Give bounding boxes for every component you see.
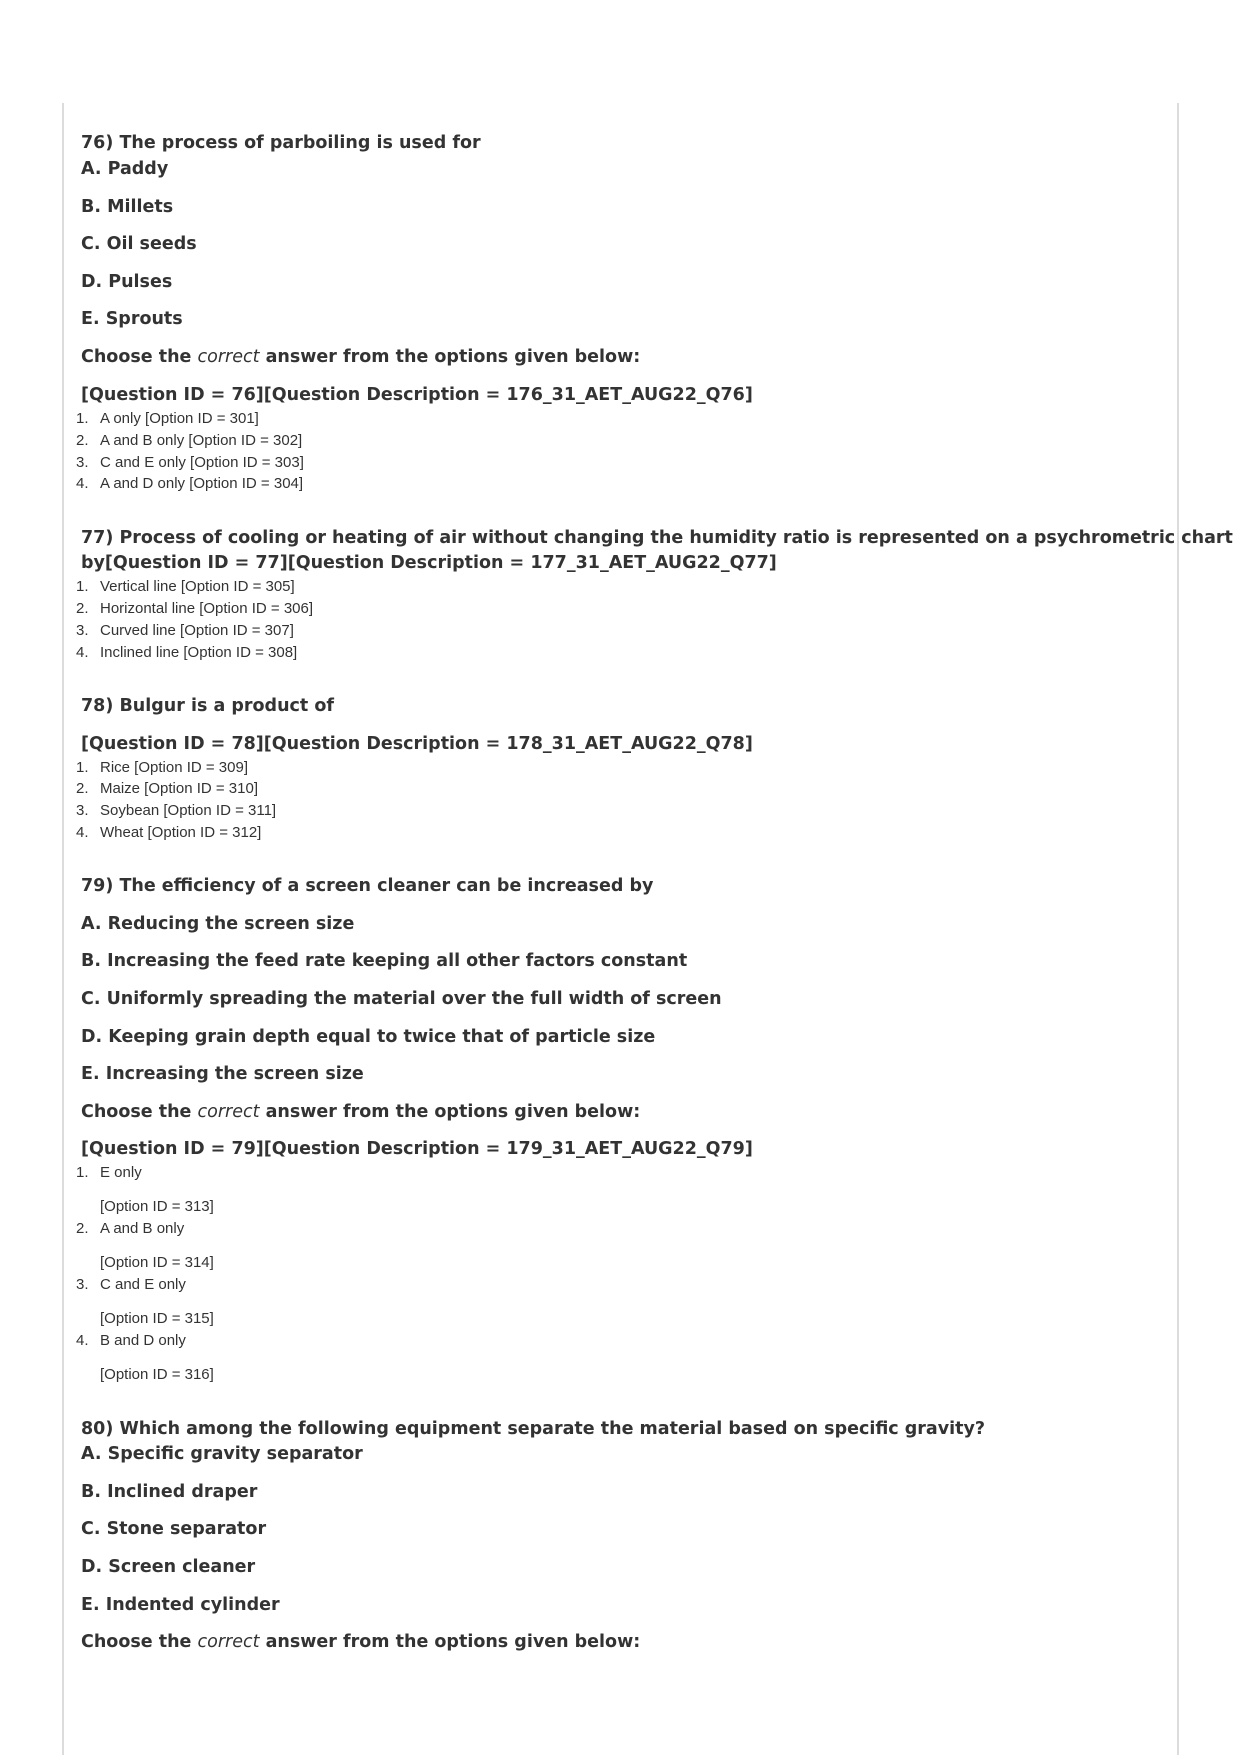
- instruction-suffix: answer from the options given below:: [259, 1102, 641, 1122]
- question-76-statement-c: C. Oil seeds: [81, 234, 197, 254]
- question-79-statement-b: B. Increasing the feed rate keeping all other factors constant: [81, 951, 688, 971]
- instruction-suffix: answer from the options given below:: [259, 1632, 641, 1652]
- question-79-statement-a: A. Reducing the screen size: [81, 914, 355, 934]
- question-80-statement-a: A. Specific gravity separator: [81, 1444, 363, 1464]
- question-79-option-4: 4. B and D only: [76, 1332, 186, 1349]
- question-79-option-3: 3. C and E only: [76, 1276, 186, 1293]
- question-78-id: [Question ID = 78][Question Description = 178_31_AET_AUG22_Q78]: [81, 734, 753, 754]
- question-78-option-2: 2. Maize [Option ID = 310]: [76, 780, 258, 797]
- question-79-instruction: [81, 1100, 640, 1125]
- question-76-instruction: [81, 345, 640, 370]
- question-78-title: 78) Bulgur is a product of: [81, 696, 334, 716]
- question-78-option-4: 4. Wheat [Option ID = 312]: [76, 824, 262, 841]
- question-80-instruction: [81, 1630, 640, 1655]
- question-79-option-3-id: [Option ID = 315]: [100, 1310, 214, 1327]
- question-76-statement-b: B. Millets: [81, 197, 174, 217]
- instruction-prefix: Choose the: [81, 1632, 198, 1652]
- question-80-statement-d: D. Screen cleaner: [81, 1557, 256, 1577]
- question-79-option-1: 1. E only: [76, 1164, 142, 1181]
- question-78-option-3: 3. Soybean [Option ID = 311]: [76, 802, 277, 819]
- instruction-prefix: Choose the: [81, 1102, 198, 1122]
- question-79-option-1-id: [Option ID = 313]: [100, 1198, 214, 1215]
- question-79-statement-e: E. Increasing the screen size: [81, 1064, 364, 1084]
- question-76-option-1: 1. A only [Option ID = 301]: [76, 410, 259, 427]
- question-76-option-2: 2. A and B only [Option ID = 302]: [76, 432, 303, 449]
- question-77-option-4: 4. Inclined line [Option ID = 308]: [76, 644, 298, 661]
- question-76-option-3: 3. C and E only [Option ID = 303]: [76, 454, 304, 471]
- question-80-statement-b: B. Inclined draper: [81, 1482, 258, 1502]
- question-77-option-3: 3. Curved line [Option ID = 307]: [76, 622, 294, 639]
- instruction-emphasis: correct: [197, 347, 260, 367]
- question-76-title: 76) The process of parboiling is used for: [81, 133, 481, 153]
- question-79-statement-c: C. Uniformly spreading the material over the full width of screen: [81, 989, 722, 1009]
- question-79-id: [Question ID = 79][Question Description = 179_31_AET_AUG22_Q79]: [81, 1139, 753, 1159]
- question-77-option-2: 2. Horizontal line [Option ID = 306]: [76, 600, 314, 617]
- question-77-title: 77) Process of cooling or heating of air without changing the humidity ratio is represented on a psychrometric chart: [81, 528, 1233, 548]
- instruction-suffix: answer from the options given below:: [259, 347, 641, 367]
- question-76-statement-a: A. Paddy: [81, 159, 169, 179]
- question-79-option-2-id: [Option ID = 314]: [100, 1254, 214, 1271]
- instruction-prefix: Choose the: [81, 347, 198, 367]
- question-76-statement-e: E. Sprouts: [81, 309, 183, 329]
- question-77-title-continued: by[Question ID = 77][Question Description = 177_31_AET_AUG22_Q77]: [81, 553, 777, 573]
- instruction-emphasis: correct: [197, 1632, 260, 1652]
- question-79-option-2: 2. A and B only: [76, 1220, 185, 1237]
- question-76-id: [Question ID = 76][Question Description = 176_31_AET_AUG22_Q76]: [81, 385, 753, 405]
- question-79-statement-d: D. Keeping grain depth equal to twice that of particle size: [81, 1027, 656, 1047]
- question-80-statement-c: C. Stone separator: [81, 1519, 267, 1539]
- question-80-statement-e: E. Indented cylinder: [81, 1595, 280, 1615]
- question-76-statement-d: D. Pulses: [81, 272, 173, 292]
- instruction-emphasis: correct: [197, 1102, 260, 1122]
- question-77-option-1: 1. Vertical line [Option ID = 305]: [76, 578, 295, 595]
- question-78-option-1: 1. Rice [Option ID = 309]: [76, 759, 248, 776]
- question-79-option-4-id: [Option ID = 316]: [100, 1366, 214, 1383]
- question-80-title: 80) Which among the following equipment separate the material based on specific gravity?: [81, 1419, 986, 1439]
- question-79-title: 79) The efficiency of a screen cleaner can be increased by: [81, 876, 654, 896]
- question-76-option-4: 4. A and D only [Option ID = 304]: [76, 475, 304, 492]
